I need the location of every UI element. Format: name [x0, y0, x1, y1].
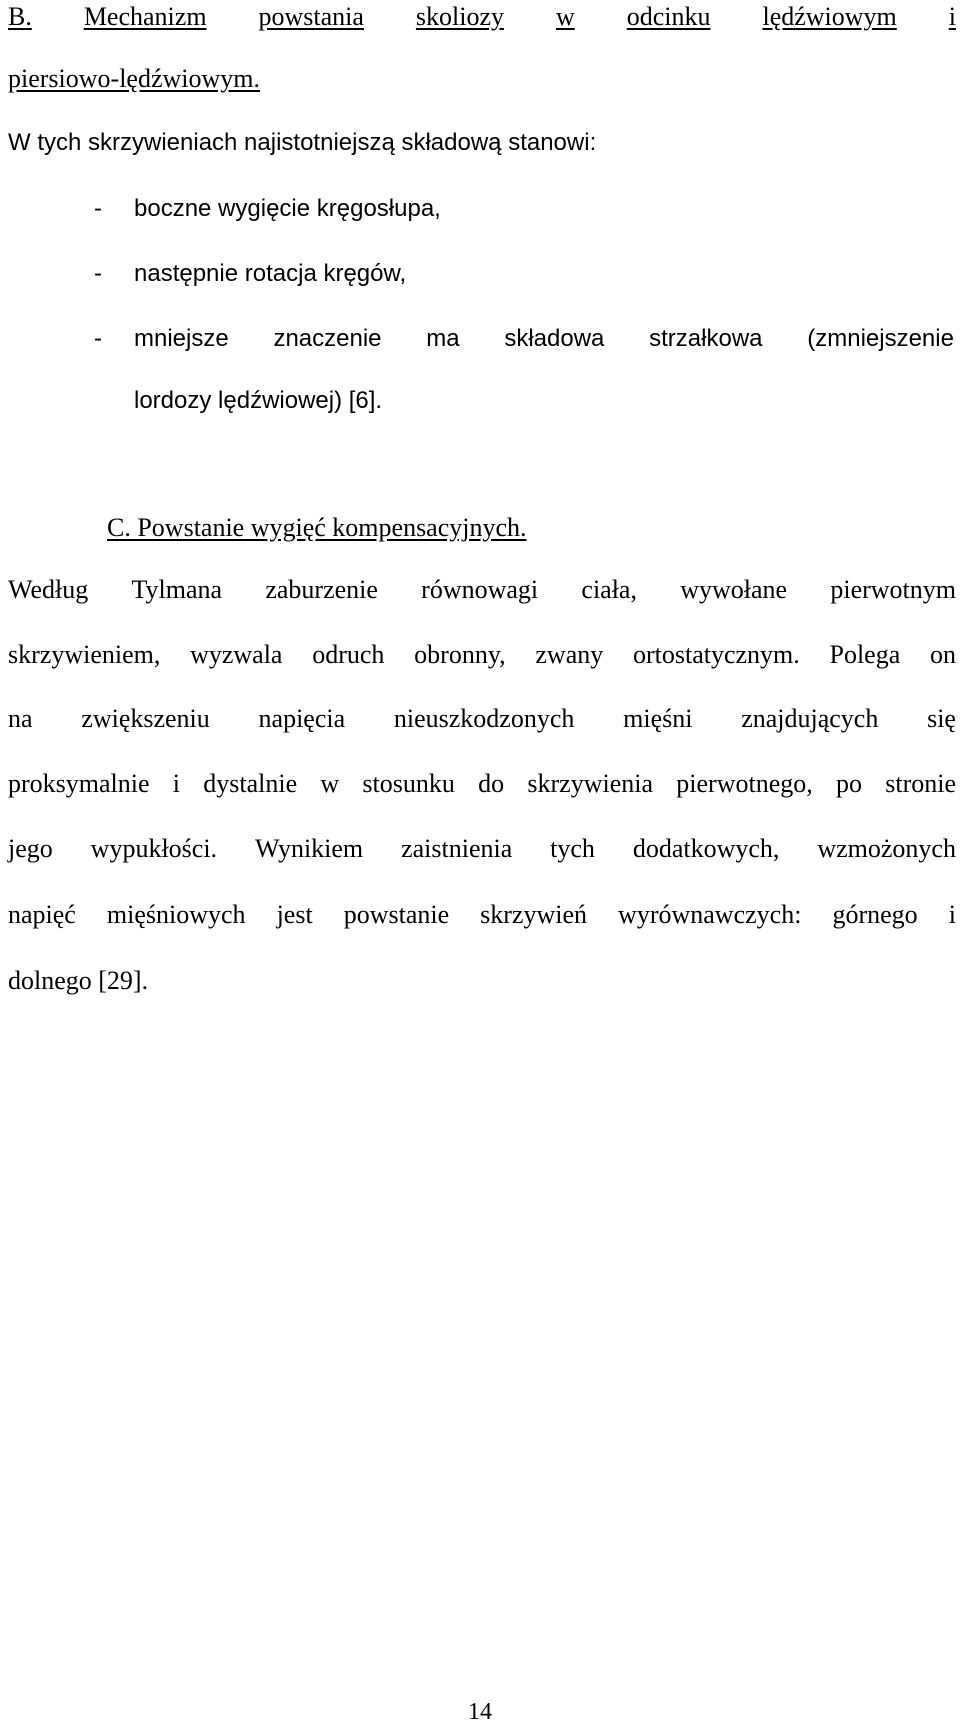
section-b-heading-line2: piersiowo-lędźwiowym. — [8, 64, 261, 93]
word: znajdujących — [741, 704, 879, 733]
page-number: 14 — [468, 1699, 492, 1725]
word: stosunku — [362, 769, 455, 798]
word: Według — [8, 575, 89, 604]
bullet-dash: - — [94, 195, 102, 222]
word: nieuszkodzonych — [393, 704, 575, 733]
word: mięśni — [623, 704, 693, 733]
word: zaistnienia — [401, 834, 513, 863]
word: się — [927, 704, 956, 733]
word: skrzywienia — [527, 769, 654, 798]
word: wyzwala — [190, 640, 283, 669]
paragraph-line — [8, 836, 956, 862]
word: pierwotnego, — [676, 769, 813, 798]
word: w — [555, 2, 575, 31]
word: napięć — [8, 900, 76, 929]
word: odruch — [312, 640, 385, 669]
word: wywołane — [680, 575, 788, 604]
list-item-text: następnie rotacja kręgów, — [134, 260, 407, 287]
word: pierwotnym — [830, 575, 956, 604]
word: znaczenie — [273, 325, 382, 352]
word: on — [930, 640, 956, 669]
bullet-dash: - — [94, 325, 102, 352]
word: powstanie — [343, 900, 450, 929]
word: i — [948, 900, 956, 929]
word: równowagi — [421, 575, 539, 604]
word: stronie — [885, 769, 956, 798]
word: górnego — [832, 900, 918, 929]
word: na — [8, 704, 33, 733]
word: proksymalnie — [8, 769, 150, 798]
word: mniejsze — [134, 325, 229, 352]
section-b-heading-line1 — [8, 4, 956, 30]
word: obronny, — [414, 640, 506, 669]
word: ma — [426, 325, 460, 352]
bullet-dash: - — [94, 260, 102, 287]
list-item-continuation: lordozy lędźwiowej) [6]. — [134, 387, 383, 414]
word: wzmożonych — [817, 834, 956, 863]
word: dodatkowych, — [632, 834, 780, 863]
word: skrzywieniem, — [8, 640, 161, 669]
word: ciała, — [581, 575, 637, 604]
paragraph-line — [8, 902, 956, 928]
word: mięśniowych — [106, 900, 246, 929]
word: do — [478, 769, 505, 798]
word: napięcia — [258, 704, 346, 733]
section-c-heading: C. Powstanie wygięć kompensacyjnych. — [107, 513, 527, 542]
word: Wynikiem — [254, 834, 364, 863]
word: B. — [8, 2, 32, 31]
word: odcinku — [626, 2, 711, 31]
word: składowa — [504, 325, 605, 352]
list-item-text: boczne wygięcie kręgosłupa, — [134, 195, 441, 222]
paragraph-line: dolnego [29]. — [8, 966, 149, 995]
word: jest — [276, 900, 313, 929]
word: po — [835, 769, 862, 798]
word: wyrównawczych: — [618, 900, 802, 929]
word: Mechanizm — [83, 2, 207, 31]
word: lędźwiowym — [762, 2, 897, 31]
word: i — [172, 769, 181, 798]
paragraph-line — [8, 706, 956, 732]
paragraph-line — [8, 577, 956, 603]
word: skrzywień — [480, 900, 588, 929]
word: tych — [550, 834, 595, 863]
paragraph-line — [8, 771, 956, 797]
word: zwiększeniu — [81, 704, 210, 733]
word: w — [320, 769, 340, 798]
word: ortostatycznym. — [632, 640, 800, 669]
word: (zmniejszenie — [807, 325, 954, 352]
word: Polega — [829, 640, 901, 669]
paragraph-line — [8, 642, 956, 668]
word: Tylmana — [131, 575, 223, 604]
word: dystalnie — [203, 769, 298, 798]
word: wypukłości. — [90, 834, 218, 863]
word: zwany — [535, 640, 604, 669]
section-b-intro: W tych skrzywieniach najistotniejszą składową stanowi: — [8, 129, 597, 156]
word: zaburzenie — [265, 575, 378, 604]
word: skoliozy — [415, 2, 505, 31]
word: powstania — [258, 2, 364, 31]
word: strzałkowa — [649, 325, 763, 352]
word: i — [948, 2, 956, 31]
list-item-text — [134, 327, 954, 351]
word: jego — [8, 834, 53, 863]
